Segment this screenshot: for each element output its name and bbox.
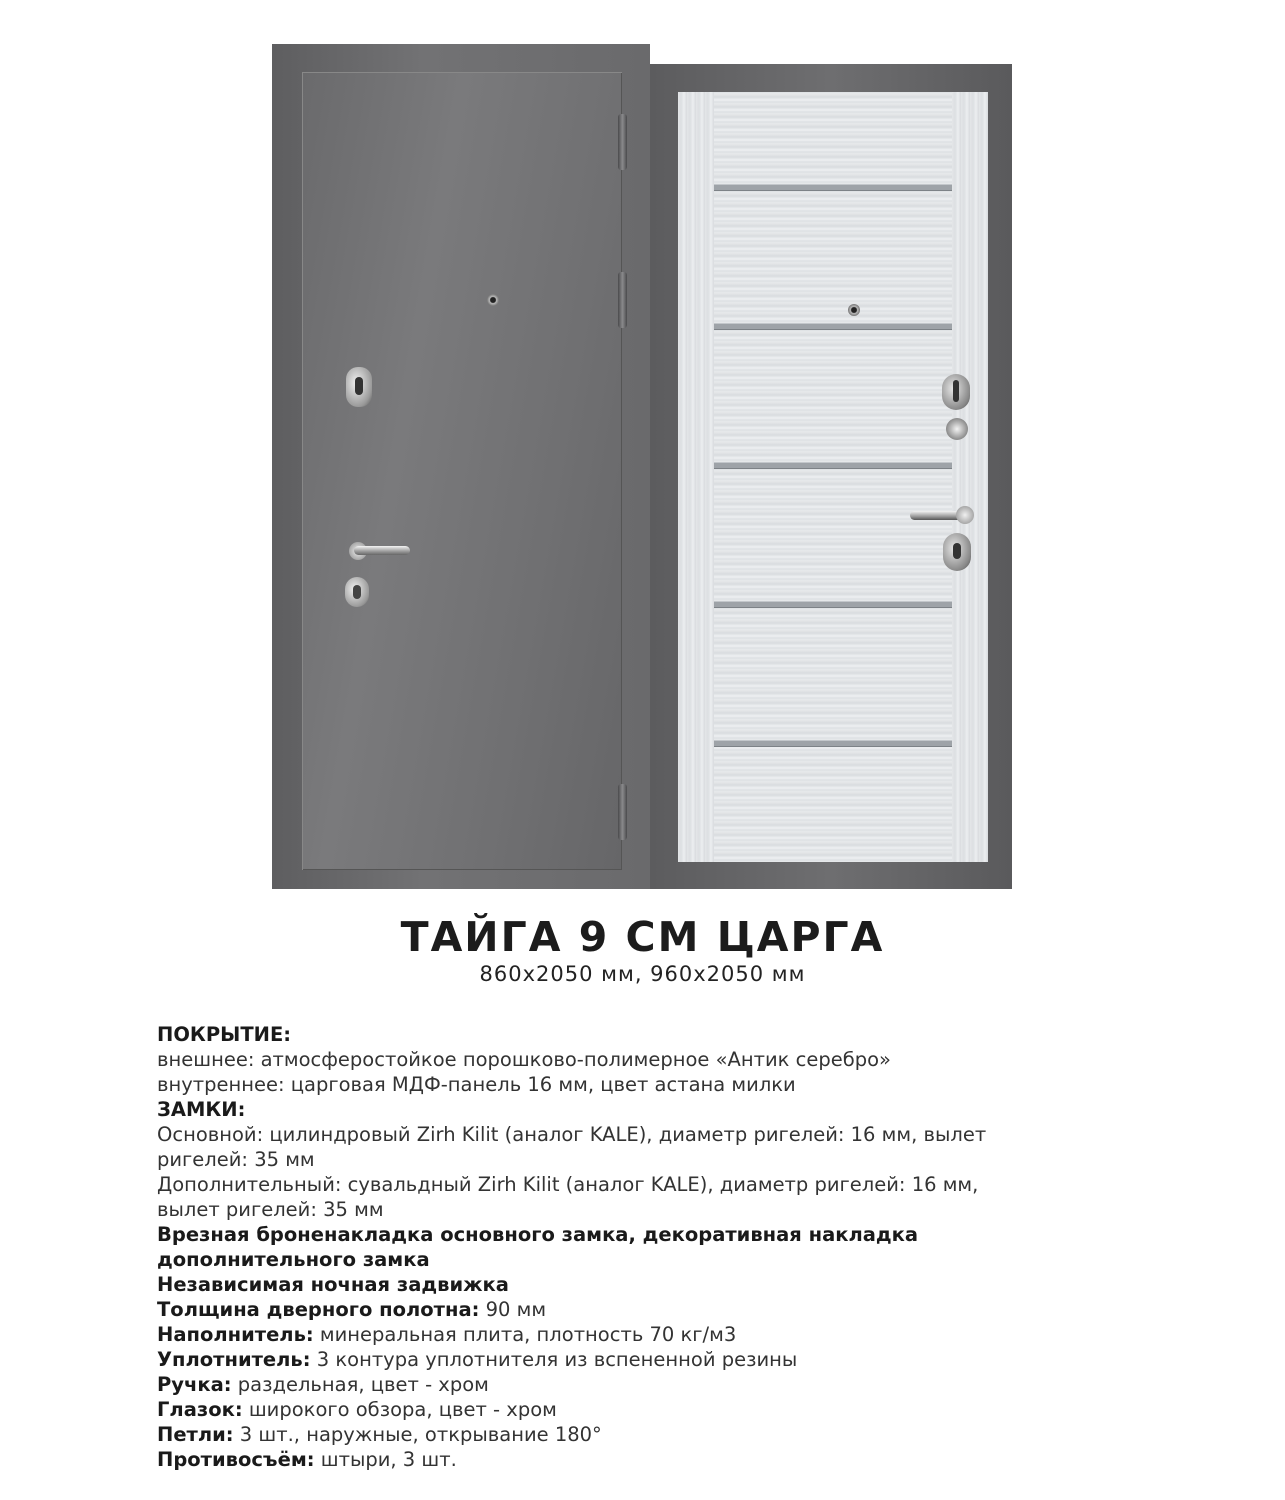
panel-section (714, 92, 952, 184)
spec-label: Толщина дверного полотна: (157, 1298, 480, 1321)
armor-line-1: Врезная броненакладка основного замка, декоративная накладка (157, 1223, 919, 1246)
spec-value: минеральная плита, плотность 70 кг/м3 (313, 1323, 737, 1346)
night-latch-turn (942, 374, 970, 410)
hinge-bottom (618, 784, 627, 840)
spec-value: 3 шт., наружные, открывание 180° (233, 1423, 602, 1446)
panel-stile-left (678, 92, 714, 862)
coating-inner: внутреннее: царговая МДФ-панель 16 мм, цвет астана милки (157, 1073, 796, 1096)
door-exterior-view (272, 44, 650, 889)
lock-extra-line-2: вылет ригелей: 35 мм (157, 1198, 384, 1221)
door-interior-view (650, 64, 1012, 889)
spec-seal (157, 1347, 1157, 1372)
locks-heading: ЗАМКИ: (157, 1098, 246, 1121)
spec-label: Наполнитель: (157, 1323, 314, 1346)
hinge-top (618, 114, 627, 170)
hinge-middle (618, 272, 627, 328)
armor-plate-main-lock (346, 367, 372, 407)
handle-rose-interior (956, 506, 974, 524)
peephole-interior (848, 304, 860, 316)
night-latch-line: Независимая ночная задвижка (157, 1273, 509, 1296)
spec-peephole (157, 1397, 1157, 1422)
product-sizes: 860х2050 мм, 960х2050 мм (479, 962, 806, 986)
glass-insert (714, 184, 952, 191)
lock-main-line-1: Основной: цилиндровый Zirh Kilit (аналог KALE), диаметр ригелей: 16 мм, вылет (157, 1123, 987, 1146)
door-leaf-exterior (302, 72, 622, 870)
peephole-exterior (487, 294, 499, 306)
spec-antiremoval (157, 1447, 1157, 1472)
panel-stile-right (952, 92, 988, 862)
lock-main-line-2: ригелей: 35 мм (157, 1148, 315, 1171)
spec-label: Противосъём: (157, 1448, 315, 1471)
extra-lock-plate-exterior (345, 577, 369, 607)
handle-exterior (354, 546, 410, 555)
panel-section (714, 747, 952, 862)
spec-filler (157, 1322, 1157, 1347)
glass-insert (714, 601, 952, 608)
spec-thickness (157, 1297, 1157, 1322)
panel-section (714, 469, 952, 601)
panel-section (714, 608, 952, 740)
spec-hinges (157, 1422, 1157, 1447)
specifications (157, 1022, 1157, 1472)
spec-label: Глазок: (157, 1398, 243, 1421)
extra-lock-plate-interior (943, 533, 971, 571)
spec-label: Уплотнитель: (157, 1348, 311, 1371)
panel-section (714, 330, 952, 462)
coating-heading: ПОКРЫТИЕ: (157, 1023, 292, 1046)
armor-line-2: дополнительного замка (157, 1248, 430, 1271)
panel-section (714, 191, 952, 323)
spec-label: Ручка: (157, 1373, 232, 1396)
spec-value: широкого обзора, цвет - хром (242, 1398, 557, 1421)
spec-label: Петли: (157, 1423, 234, 1446)
spec-value: 90 мм (479, 1298, 547, 1321)
glass-insert (714, 323, 952, 330)
lock-extra-line-1: Дополнительный: сувальдный Zirh Kilit (аналог KALE), диаметр ригелей: 16 мм, (157, 1173, 979, 1196)
glass-insert (714, 740, 952, 747)
coating-outer: внешнее: атмосферостойкое порошково-полимерное «Антик серебро» (157, 1048, 891, 1071)
spec-handle (157, 1372, 1157, 1397)
product-title: ТАЙГА 9 СМ ЦАРГА (400, 913, 885, 961)
cylinder-knob-interior (946, 418, 968, 440)
glass-insert (714, 462, 952, 469)
spec-value: раздельная, цвет - хром (231, 1373, 489, 1396)
mdf-panel-interior (678, 92, 988, 862)
spec-value: 3 контура уплотнителя из вспененной резины (310, 1348, 798, 1371)
spec-value: штыри, 3 шт. (314, 1448, 457, 1471)
